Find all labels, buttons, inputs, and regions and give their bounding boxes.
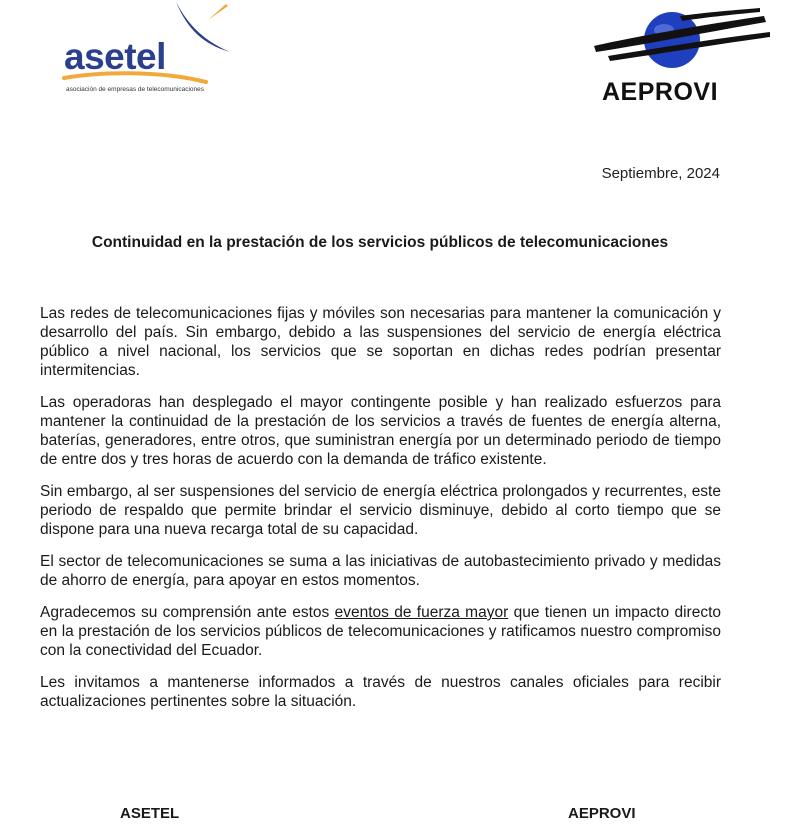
aeprovi-wordmark: AEPROVI: [602, 78, 719, 106]
paragraph-3: Sin embargo, al ser suspensiones del servicio de energía eléctrica prolongados y recurrentes, este periodo de respaldo que permite brindar el servicio disminuye, debido al corto tiempo que se dispone para una nueva recarga total de su capacidad.: [40, 483, 721, 538]
aeprovi-logo: [588, 6, 778, 110]
document-title: Continuidad en la prestación de los servicios públicos de telecomunicaciones: [91, 234, 669, 251]
signature-aeprovi: AEPROVI: [568, 805, 636, 822]
paragraph-1: Las redes de telecomunicaciones fijas y móviles son necesarias para mantener la comunicación y desarrollo del país. Sin embargo, debido a las suspensiones del servicio de energía eléctrica público a nivel nacional, los servicios que se soportan en dichas redes podrían presentar intermitencias.: [40, 305, 721, 379]
paragraph-2: Las operadoras han desplegado el mayor contingente posible y han realizado esfuerzos para mantener la continuidad de la prestación de los servicios a través de fuentes de energía alterna, baterías, generadores, entre otros, que suministran energía por un determinado periodo de tiempo de entre dos y tres horas de acuerdo con la demanda de tráfico existente.: [40, 394, 721, 468]
paragraph-6: Les invitamos a mantenerse informados a través de nuestros canales oficiales para recibir actualizaciones pertinentes sobre la situación.: [40, 674, 721, 710]
paragraph-4: El sector de telecomunicaciones se suma a las iniciativas de autobastecimiento privado y medidas de ahorro de energía, para apoyar en estos momentos.: [40, 553, 721, 589]
paragraph-5-start: Agradecemos su comprensión ante estos: [40, 604, 335, 621]
aeprovi-globe-icon: [588, 6, 778, 78]
document-date: Septiembre, 2024: [601, 165, 720, 182]
force-majeure-phrase: eventos de fuerza mayor: [334, 604, 509, 621]
signature-asetel: ASETEL: [120, 805, 180, 822]
asetel-tagline: asociación de empresas de telecomunicaciones: [66, 86, 205, 93]
asetel-wordmark: asetel: [64, 36, 166, 77]
asetel-logo: [58, 0, 238, 100]
document-body: [40, 304, 721, 724]
paragraph-5-end: que tienen un impacto directo en la prestación de los servicios públicos de telecomunicaciones y ratificamos nuestro compromiso con la conectividad del Ecuador.: [40, 604, 722, 659]
paragraph-5: [40, 603, 721, 660]
